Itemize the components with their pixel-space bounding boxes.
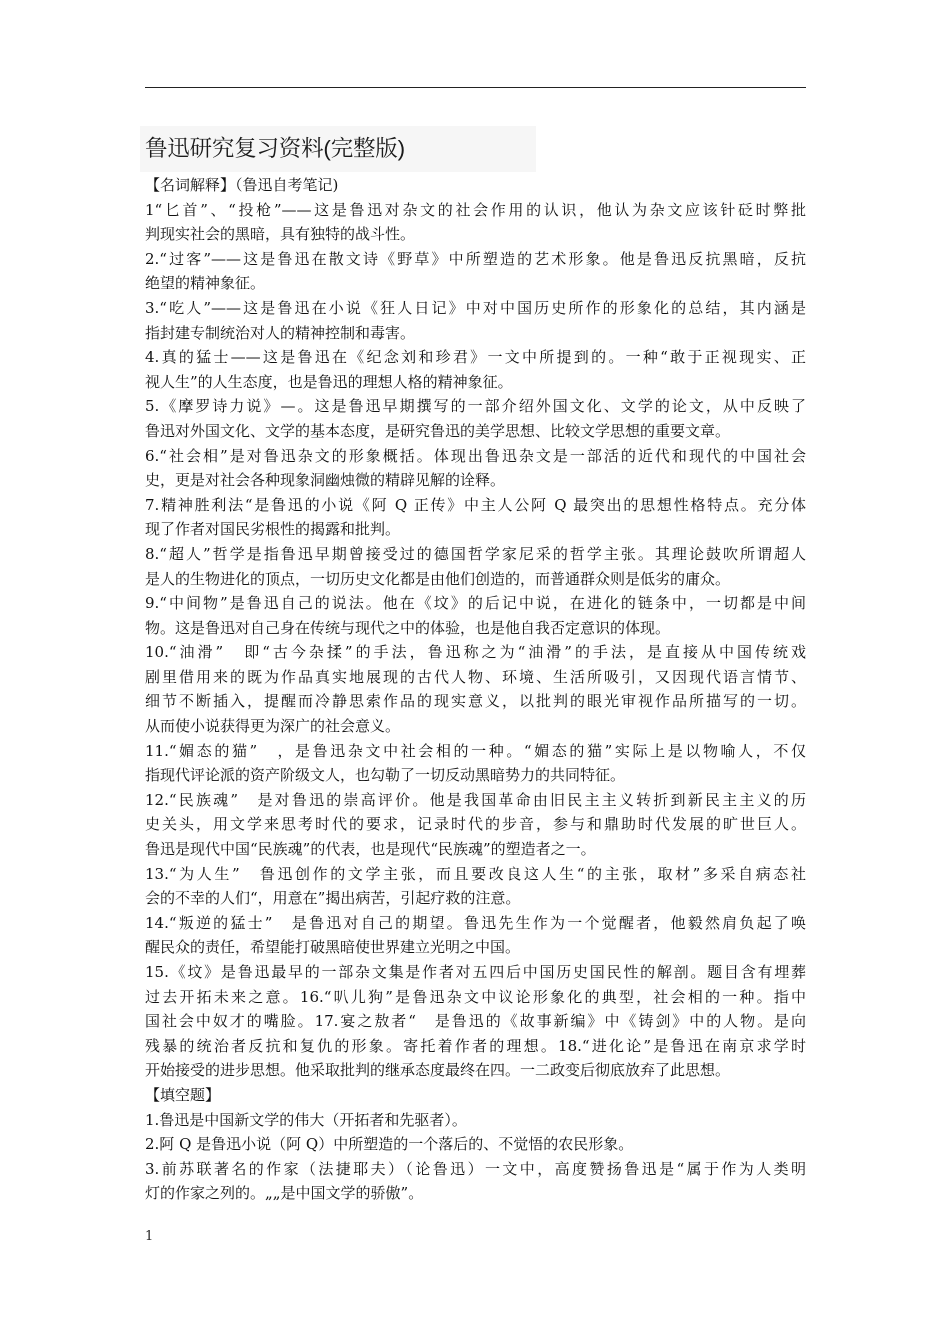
- text-line: 鲁迅对外国文化、文学的基本态度，是研究鲁迅的美学思想、比较文学思想的重要文章。: [145, 421, 731, 440]
- page-number: 1: [145, 1229, 154, 1244]
- text-line: 现了作者对国民劣根性的揭露和批判。: [145, 520, 401, 539]
- text-line: 2.“过客”——这是鲁迅在散文诗《野草》中所塑造的艺术形象。他是鲁迅反抗黑暗，反抗: [145, 249, 806, 268]
- text-line: 物。这是鲁迅对自己身在传统与现代之中的体验，也是他自我否定意识的体现。: [145, 618, 671, 637]
- text-line: 鲁迅是现代中国“民族魂”的代表，也是现代“民族魂”的塑造者之一。: [145, 840, 596, 859]
- text-line: 1.鲁迅是中国新文学的伟大（开拓者和先驱者）。: [145, 1110, 467, 1129]
- text-line: 细节不断插入，提醒而冷静思索作品的现实意义，以批判的眼光审视作品所描写的一切。: [145, 692, 806, 711]
- text-line: 6.“社会相”是对鲁迅杂文的形象概括。体现出鲁迅杂文是一部活的近代和现代的中国社会: [145, 446, 806, 465]
- text-line: 15.《坟》是鲁迅最早的一部杂文集是作者对五四后中国历史国民性的解剖。题目含有埋葬: [145, 963, 806, 981]
- text-line: 从而使小说获得更为深广的社会意义。: [145, 717, 401, 736]
- text-line: 史关头，用文学来思考时代的要求，记录时代的步音，参与和鼎助时代发展的旷世巨人。: [145, 815, 806, 834]
- text-line: 8.“超人”哲学是指鲁迅早期曾接受过的德国哲学家尼采的哲学主张。其理论鼓吹所谓超人: [145, 544, 806, 563]
- document-body: [145, 173, 806, 1206]
- text-line: 1“匕首”、“投枪”——这是鲁迅对杂文的社会作用的认识，他认为杂文应该针砭时弊批: [145, 200, 806, 219]
- text-line: 指封建专制统治对人的精神控制和毒害。: [145, 323, 416, 342]
- text-line: 3.前苏联著名的作家（法捷耶夫）（论鲁迅）一文中，高度赞扬鲁迅是“属于作为人类明: [145, 1159, 806, 1178]
- text-line: 醒民众的责任，希望能打破黑暗使世界建立光明之中国。: [145, 938, 521, 957]
- page-title: 鲁迅研究复习资料(完整版): [145, 136, 405, 161]
- text-line: 视人生”的人生态度，也是鲁迅的理想人格的精神象征。: [145, 372, 513, 391]
- text-line: 7.精神胜利法“是鲁迅的小说《阿 Q 正传》中主人公阿 Q 最突出的思想性格特点。充分体: [145, 495, 806, 514]
- text-line: 绝望的精神象征。: [145, 274, 266, 293]
- text-line: 指现代评论派的资产阶级文人，也勾勒了一切反动黑暗势力的共同特征。: [145, 766, 626, 785]
- text-line: 13.“为人生” 鲁迅创作的文学主张，而且要改良这人生“的主张，取材”多采自病态社: [145, 864, 806, 883]
- text-line: 3.“吃人”——这是鲁迅在小说《狂人日记》中对中国历史所作的形象化的总结，其内涵是: [145, 298, 806, 317]
- text-line: 5.《摩罗诗力说》—。这是鲁迅早期撰写的一部介绍外国文化、文学的论文，从中反映了: [145, 397, 806, 416]
- text-line: 残暴的统治者反抗和复仇的形象。寄托着作者的理想。18.“进化论”是鲁迅在南京求学时: [145, 1036, 806, 1055]
- text-line: 是人的生物进化的顶点，一切历史文化都是由他们创造的，而普通群众则是低劣的庸众。: [145, 569, 731, 588]
- header-rule: [145, 87, 806, 88]
- text-line: 过去开拓未来之意。16.“叭儿狗”是鲁迅杂文中议论形象化的典型，社会相的一种。指中: [145, 987, 806, 1006]
- text-line: 会的不幸的人们“，用意在”揭出病苦，引起疗救的注意。: [145, 889, 521, 908]
- text-line: 开始接受的进步思想。他采取批判的继承态度最终在四。一二政变后彻底放弃了此思想。: [145, 1061, 731, 1080]
- text-line: 4.真的猛士——这是鲁迅在《纪念刘和珍君》一文中所提到的。一种“敢于正视现实、正: [145, 348, 806, 367]
- text-line: 10.“油滑” 即“古今杂揉”的手法，鲁迅称之为“油滑”的手法，是直接从中国传统戏: [145, 643, 806, 662]
- text-line: 9.“中间物”是鲁迅自己的说法。他在《坟》的后记中说，在进化的链条中，一切都是中间: [145, 594, 806, 613]
- text-line: 判现实社会的黑暗，具有独特的战斗性。: [145, 225, 416, 244]
- text-line: 【填空题】: [145, 1085, 221, 1104]
- text-line: 14.“叛逆的猛士” 是鲁迅对自己的期望。鲁迅先生作为一个觉醒者，他毅然肩负起了唤: [145, 913, 806, 932]
- text-line: 灯的作家之列的。„„是中国文学的骄傲”。: [145, 1184, 424, 1203]
- text-line: 2.阿 Q 是鲁迅小说（阿 Q）中所塑造的一个落后的、不觉悟的农民形象。: [145, 1135, 634, 1154]
- text-line: 11.“媚态的猫” ，是鲁迅杂文中社会相的一种。“媚态的猫”实际上是以物喻人，不仅: [145, 741, 806, 760]
- text-line: 国社会中奴才的嘴脸。17.宴之敖者“ 是鲁迅的《故事新编》中《铸剑》中的人物。是向: [145, 1012, 806, 1031]
- text-line: 史，更是对社会各种现象洞幽烛微的精辟见解的诠释。: [145, 471, 506, 490]
- text-line: 【名词解释】（鲁迅自考笔记): [145, 176, 339, 194]
- text-line: 12.“民族魂” 是对鲁迅的崇高评价。他是我国革命由旧民主主义转折到新民主主义的历: [145, 790, 806, 809]
- text-line: 剧里借用来的既为作品真实地展现的古代人物、环境、生活所吸引，又因现代语言情节、: [145, 667, 806, 686]
